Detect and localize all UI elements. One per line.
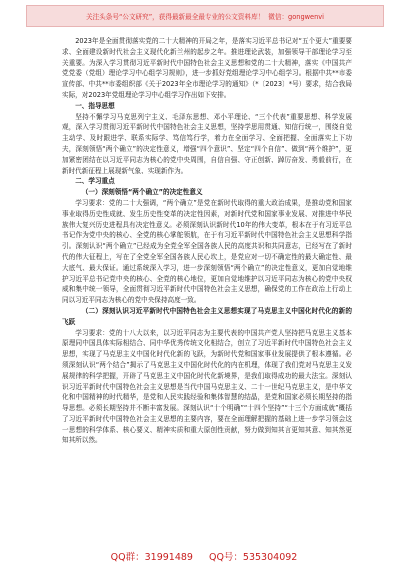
guiding-thought-paragraph: 坚持不懈学习马克思列宁主义、毛泽东思想、邓小平理论、“三个代表”重要思想、科学发展观，深入学习贯彻习近平新时代中国特色社会主义思想，坚持学思用贯通、知信行统一，围绕自觉主动学、及时跟进学、联系实际学、笃信笃行学，着力在全面学习、全面把握、全面落实上下功夫，深刻领悟“两个确立”的决定性意义，增强“四个意识”、坚定“四个自信”、做到“两个维护”，更加紧密团结在以习近平同志为核心的党中央周围，自信自强、守正创新、踔厉奋发、勇毅前行，在新时代新征程上展现新气象、实现新作为。: [62, 112, 352, 175]
subsection-1-paragraph: 学习要求：党的二十大强调，“两个确立”是党在新时代取得的重大政治成果，是推动党和国家事业取得历史性成就、发生历史性变革的决定性因素，对新时代党和国家事业发展、对推进中华民族伟大复兴历史进程具有决定性意义。必须深刻认识新时代10年的伟大变革，根本在于有习近平总书记作为党中央的核心、全党的核心掌舵领航，在于有习近平新时代中国特色社会主义思想科学指引。深刻认识“两个确立”已经成为全党全军全国各族人民的高度共识和共同意志，已经写在了新时代的伟大征程上，写在了全党全军全国各族人民心坎上，是党应对一切不确定性的最大确定性、最大底气、最大保证。通过系统深入学习，进一步深刻领悟“两个确立”的决定性意义，更加自觉地维护习近平总书记党中央的核心、全党的核心地位，更加自觉地维护以习近平同志为核心的党中央权威和集中统一领导，全面贯彻习近平新时代中国特色社会主义思想，确保党的工作在政治上行动上同以习近平同志为核心的党中央保持高度一致。: [62, 198, 352, 305]
banner-promo-text: 关注头条号“公文研究”，获得最新最全最专业的公文资料库！: [85, 13, 265, 21]
document-body: [62, 36, 352, 544]
qq-number-text: QQ号：535304092: [208, 552, 298, 563]
qq-group-text: QQ群：31991489: [110, 552, 193, 563]
subsection-2-paragraph: 学习要求：党的十八大以来，以习近平同志为主要代表的中国共产党人坚持把马克思主义基本原理同中国具体实际相结合、同中华优秀传统文化相结合，创立了习近平新时代中国特色社会主义思想，实现了马克思主义中国化时代化新的飞跃，为新时代党和国家事业发展提供了根本遵循。必须深刻认识“两个结合”揭示了马克思主义中国化时代化的内在机理，体现了我们党对马克思主义发展规律的科学把握，开辟了马克思主义中国化时代化新境界，是我们取得成功的最大法宝。深刻认识习近平新时代中国特色社会主义思想是当代中国马克思主义、二十一世纪马克思主义，是中华文化和中国精神的时代精华，是党和人民实践经验和集体智慧的结晶，是党和国家必须长期坚持的指导思想。必须长期坚持并不断丰富发展。深刻认识“十个明确”“十四个坚持”“十三个方面成就”概括了习近平新时代中国特色社会主义思想的主要内容，要在全面理解把握的基础上进一步学习领会这一思想的科学体系、核心要义、精神实质和重大原创性贡献，努力做到知其言更知其意、知其然更知其所以然。: [62, 328, 352, 445]
section-heading-guiding-thought: 一、指导思想: [75, 101, 115, 110]
banner-wechat-text: 微信：gongwenvi: [268, 13, 324, 21]
intro-paragraph: 2023年是全面贯彻落实党的二十大精神的开局之年，是落实习近平总书记对“五个更大”重要要求、全面建设新时代社会主义现代化新兰州的起步之年。推进理论武装，加强领导干部理论学习至关重要。为深入学习贯彻习近平新时代中国特色社会主义思想和党的二十大精神，落实《中国共产党党委（党组）理论学习中心组学习规则》，进一步抓好党组理论学习中心组学习。根据中共**市委宣传部、中共**市委组织部《关于2023年全市理论学习的通知》（*〔2023〕*号）要求，结合我局实际，对2023年党组理论学习中心组学习作出如下安排。: [62, 37, 352, 99]
subsection-heading-2: （二）深刻认识习近平新时代中国特色社会主义思想实现了马克思主义中国化时代化的新的飞跃: [62, 306, 352, 326]
notice-banner: [26, 5, 384, 27]
section-heading-study-focus: 二、学习重点: [75, 177, 115, 186]
subsection-heading-1: （一）深刻领悟“两个确立”的决定性意义: [81, 188, 203, 197]
contact-footer: [0, 549, 408, 567]
